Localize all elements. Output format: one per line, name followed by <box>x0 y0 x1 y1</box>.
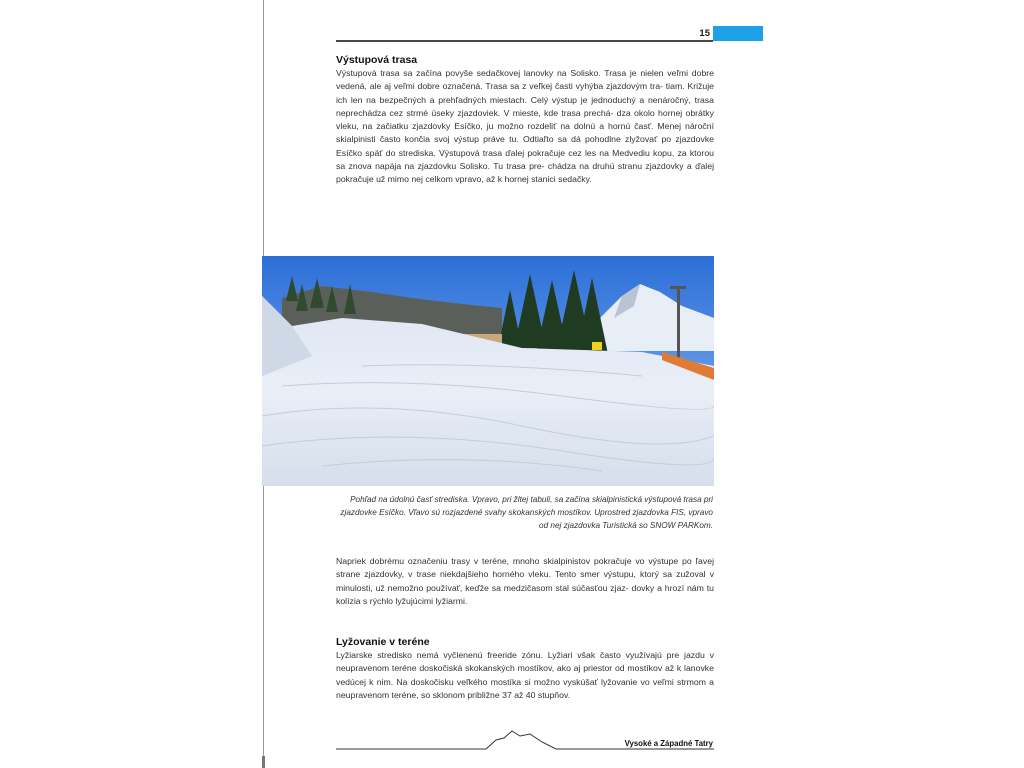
section-ascent-route <box>336 54 714 187</box>
section-paragraph: Lyžiarske stredisko nemá vyčlenenú freeride zónu. Lyžiari však často využívajú pre jazdu v neupravenom teréne doskočiská skokanských mostíkov, ako aj priestor od mostíkov až k lanovke vedúcej k nim. Na doskočisku veľkého mostíka si možno vyskúšať lyžovanie vo veľmi strmom a neupravenom teréne, so sklonom približne 37 až 40 stupňov. <box>336 650 714 700</box>
ski-resort-photo <box>262 256 714 486</box>
section-offpiste-skiing <box>336 636 714 702</box>
page-spine-end <box>262 756 265 768</box>
section-heading: Výstupová trasa <box>336 54 418 66</box>
section-paragraph: Napriek dobrému označeniu trasy v teréne, mnoho skialpinistov pokračuje vo výstupe po ľavej strane zjazdovky, v trase niekdajšieho horného vleku. Tento smer výstupu, ktorý sa zužoval v minulosti, už nemožno používať, keďže sa medzičasom stal súčasťou zjaz- dovky a hrozí nám tu kolízia s rýchlo lyžujúcimi lyžiarmi. <box>336 556 714 606</box>
section-heading: Lyžovanie v teréne <box>336 636 430 648</box>
ski-slope-illustration <box>262 256 714 486</box>
page-number: 15 <box>699 28 710 39</box>
header-rule <box>336 40 713 42</box>
section-paragraph: Výstupová trasa sa začína povyše sedačkovej lanovky na Solisko. Trasa je nielen veľmi dobre vedená, ale aj veľmi dobre označená. Trasa sa z veľkej časti vyhýba zjazdovým tra- tiam. Križuje ich len na bezpečných a prehľadných miestach. Celý výstup je jednoduchý a nenáročný, trasa neprechádza cez strmé úseky zjazdoviek. V mieste, kde trasa prechá- dza okolo hornej obrátky vleku, na začiatku zjazdovky Esíčko, ju možno rozdeliť na dolnú a hornú časť. Menej nároční skialpinisti často končia svoj výstup práve tu. Odtiaľto sa dá pohodlne zlyžovať po zjazdovke Esíčko späť do strediska. Výstupová trasa ďalej pokračuje cez les na Medvediu kopu, za ktorou sa znova napája na zjazdovku Solisko. Tu trasa pre- chádza na druhú stranu zjazdovky a ďalej pokračuje už mimo nej celkom vpravo, až k hornej stanici sedačky. <box>336 68 714 185</box>
footer-book-title: Vysoké a Západné Tatry <box>624 739 713 748</box>
photo-caption: Pohľad na údolnú časť strediska. Vpravo, pri žltej tabuli, sa začína skialpinistická výstupová trasa pri zjazdovke Esíčko. Vľavo sú rozjazdené svahy skokanských mostíkov. Uprostred zjazdovka FIS, vpravo od nej zjazdovka Turistická so SNOW PARKom. <box>340 495 713 530</box>
page-number-accent-tab <box>713 26 763 41</box>
section-warning <box>336 555 714 608</box>
